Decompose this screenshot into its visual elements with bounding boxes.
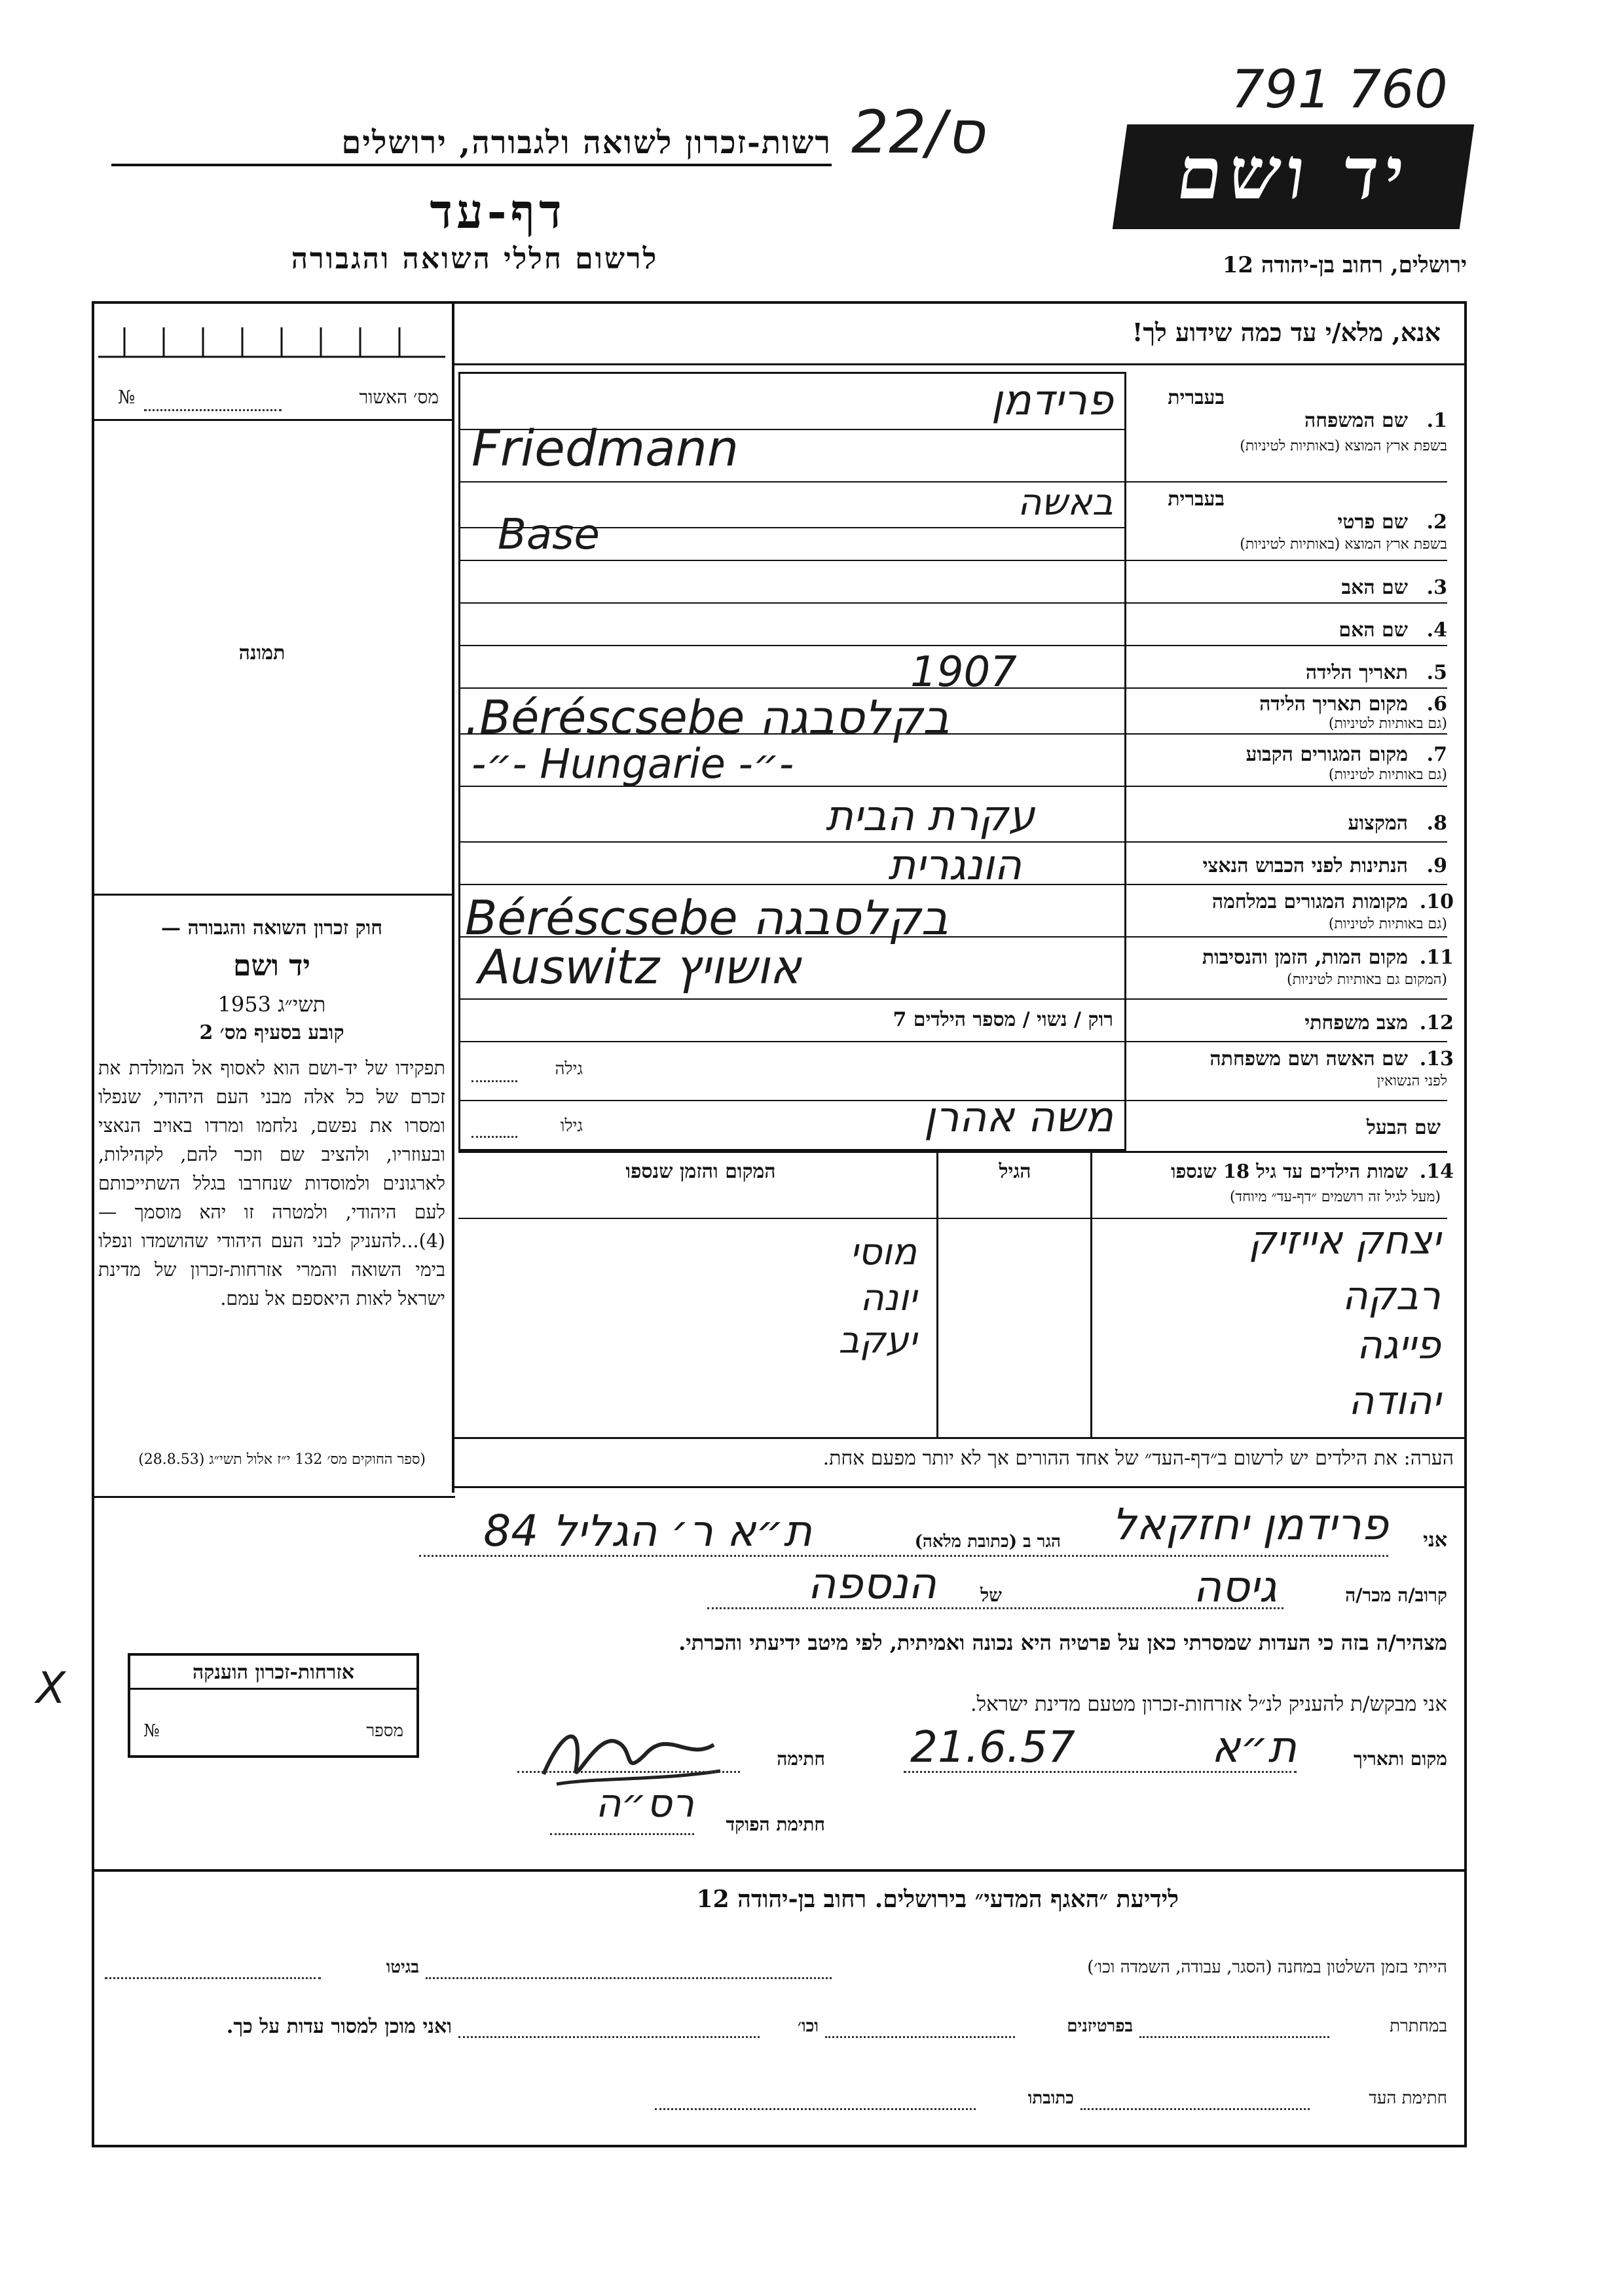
declarant-relation-label: קרוב/ה מכר/ה [1345,1584,1447,1606]
field-6-num: 6. [1426,693,1447,716]
official-line[interactable] [550,1833,694,1835]
field-1-sub: בשפת ארץ המוצא (באותיות לטיניות) [1240,438,1447,454]
field-5-num: 5. [1426,661,1447,684]
field-12-label: מצב משפחתי [1304,1011,1408,1034]
field-7-num: 7. [1426,743,1447,766]
child-place-1: מוסי [849,1231,917,1273]
field-10-sub: (גם באותיות לטיניות) [1328,916,1447,932]
field-1-hebrew-col: בעברית [1168,386,1225,409]
law-box-bottom-rule [92,1496,455,1498]
place-date-line[interactable] [904,1771,1297,1773]
row-rule [458,1041,1447,1042]
footer-line3-field[interactable] [1080,2108,1310,2110]
field-11-num: 11. [1419,946,1454,969]
law-year: תשי״ג 1953 [217,992,326,1017]
field-6-label: מקום תאריך הלידה [1259,693,1408,716]
children-col-age: הגיל [999,1160,1031,1183]
declaration-text: מצהיר/ה בזה כי העדות שמסרתי כאן על פרטיה היא נכונה ואמיתית, לפי מיטב ידיעתי והכרתי. [678,1630,1447,1655]
law-name: יד ושם [233,949,310,983]
citizenship-no-label: מספר [366,1721,403,1741]
field-4-num: 4. [1426,619,1447,642]
footer-line2-d: ואני מוכן למסור עדות על כך. [226,2015,452,2038]
child-place-2: יונה [860,1277,917,1319]
husband-value: משה אהרן [923,1093,1113,1142]
field-9-label: הנתינות לפני הכבוש הנאצי [1202,854,1408,877]
field-11-value: אושויץ Auswitz [478,939,802,994]
footer-line2-b: בפרטיזנים [1067,2016,1133,2036]
official-label: חתימת הפוקד [726,1813,825,1835]
field-11-sub: (המקום גם באותיות לטיניות) [1287,972,1447,988]
child-name-4: יהודה [1348,1378,1441,1424]
field-4-label: שם האם [1338,619,1408,642]
footer-line2-field3[interactable] [458,2036,760,2038]
logo-text: יד ושם [1172,131,1416,215]
husband-age-field[interactable] [471,1136,517,1138]
footer-line2-field2[interactable] [825,2036,1015,2038]
signature-label: חתימה [777,1748,825,1770]
children-col-rule [936,1151,938,1437]
field-13-sub: לפני הנשואין [1376,1073,1447,1089]
children-top-rule [458,1151,1447,1153]
field-2-hebrew-col: בעברית [1168,488,1225,511]
intro-text: אנא, מלא/י עד כמה שידוע לך! [1132,318,1441,347]
intro-rule [452,363,1467,365]
official-signature: רס״ה [595,1781,694,1827]
declarant-address-line[interactable] [419,1555,1388,1557]
children-bottom-rule [452,1437,1467,1439]
field-9-value: הונגרית [888,841,1022,890]
law-text: תפקידו של יד-ושם הוא לאסוף אל המולדת את זכרם של כל אלה מבני העם היהודי, שנפלו ומסרו את נפשם, נלחמו ומרדו באויב הנאצי ובעוזריו, ולהציב שם וזכר להם, לקהילות, לארגונים ולמוסדות שנחרבו בגלל השתייכותם לעם היהודי, ולמטרה זו יהא מוסמך — (4)...להעניק לבני העם היהודי שהושמדו ונפלו בימי השואה והמרי אזרחות-זכרון של מדינת ישראל לאות היאספם אל עמם. [98,1057,445,1309]
request-text: אני מבקש/ת להעניק לנ״ל אזרחות-זכרון מטעם מדינת ישראל. [970,1692,1447,1716]
field-13-num: 13. [1419,1048,1454,1070]
row-rule [458,560,1447,561]
registration-rule [92,419,452,421]
field-2-latin-value: Base [498,511,600,559]
field-12-num: 12. [1419,1011,1454,1034]
footer-line2-a: במחתרת [1390,2016,1447,2036]
footer-line2-c: וכו׳ [797,2016,819,2036]
place-date-label: מקום ותאריך [1353,1748,1447,1770]
field-6-sub: (גם באותיות לטיניות) [1328,716,1447,732]
child-name-2: רבקה [1342,1273,1441,1319]
yad-vashem-logo [1113,124,1474,229]
authority-title: רשות-זכרון לשואה ולגבורה, ירושלים [111,124,832,166]
field-2-sub: בשפת ארץ המוצא (באותיות לטיניות) [1240,536,1447,553]
footer-line3-a: חתימת העד [1369,2088,1447,2108]
field-11-label: מקום המות, הזמן והנסיבות [1202,946,1408,969]
remark: הערה: את הילדים יש לרשום ב״דף-העד״ של אחד ההורים אך לא יותר מפעם אחת. [822,1447,1454,1470]
law-clause: קובע בסעיף מס׳ 2 [199,1021,344,1044]
field-1-num: 1. [1426,409,1447,432]
declarant-relation-line[interactable] [707,1607,1283,1609]
law-title: חוק זכרון השואה והגבורה — [161,917,382,939]
handwritten-file-number: ס/22 [851,98,985,167]
children-col-place: המקום והזמן שנספו [625,1160,776,1183]
field-12-value: רוק / נשוי / מספר הילדים 7 [893,1008,1113,1031]
registration-field[interactable] [144,409,282,411]
declarant-place: ת״א [1211,1722,1297,1772]
declarant-name: פרידמן יחזקאל [1111,1499,1388,1550]
children-col-rule [1090,1151,1092,1437]
field-10-num: 10. [1419,890,1454,913]
field-13-label: שם האשה ושם משפחתה [1209,1048,1408,1070]
field-3-label: שם האב [1341,576,1408,599]
children-num: 14. [1419,1160,1454,1183]
handwritten-number: 791 760 [1231,59,1448,120]
child-name-3: פייגה [1356,1322,1441,1368]
declarant-relation: גיסה [1193,1561,1277,1612]
footer-title: לידיעת ״האגף המדעי״ בירושלים. רחוב בן-יהודה 12 [696,1886,1179,1913]
child-name-1: יצחק אייזיק [1248,1218,1441,1264]
citizenship-box [128,1653,419,1758]
remark-rule [452,1486,1467,1488]
declarant-of-value: הנספה [807,1558,936,1609]
photo-label: תמונה [238,642,286,665]
registration-label: מס׳ האשור [359,386,439,408]
field-7-value: -״- Hungarie -״- [471,740,794,788]
field-2-num: 2. [1426,511,1447,534]
footer-line3-field2[interactable] [655,2108,976,2110]
field-2-hebrew-value: באשה [1017,481,1113,524]
left-column-divider [452,301,454,1493]
field-3-num: 3. [1426,576,1447,599]
declarant-of-label: של [980,1584,1002,1606]
field-7-label: מקום המגורים הקבוע [1246,743,1408,766]
form-subtitle: לרשום חללי השואה והגבורה [291,242,659,276]
footer-divider [92,1869,1467,1872]
husband-label: שם הבעל [1366,1116,1441,1139]
husband-age-label: גילו [560,1116,583,1136]
wife-age-label: גילה [555,1059,583,1079]
field-10-label: מקומות המגורים במלחמה [1211,890,1408,913]
footer-line1-a: הייתי בזמן השלטון במחנה (הסגר, עבודה, השמדה וכו׳) [1087,1958,1447,1977]
footer-line2-field[interactable] [1139,2036,1329,2038]
field-7-sub: (גם באותיות לטיניות) [1328,767,1447,783]
field-6-value: בקלסבגה Béréscsebe. [465,691,950,744]
margin-mark: X [36,1663,66,1713]
row-rule [458,998,1447,1000]
field-1-label: שם המשפחה [1304,409,1408,432]
photo-bottom-rule [92,894,452,896]
footer-line1-field[interactable] [426,1977,832,1979]
footer-line1-field2[interactable] [105,1977,321,1979]
field-5-label: תאריך הלידה [1305,661,1408,684]
law-source: (ספר החוקים מס׳ 132 י״ז אלול תשי״ג (28.8.53) [138,1451,426,1468]
field-8-num: 8. [1426,812,1447,835]
row-rule [458,645,1447,646]
citizenship-no-mark: № [143,1721,160,1741]
field-8-label: המקצוע [1348,812,1408,835]
registration-ticks [98,321,445,360]
declarant-resident-label: הגר ב (כתובת מלאה) [914,1532,1061,1552]
children-title: שמות הילדים עד גיל 18 שנספו [1171,1160,1408,1182]
children-note: (מעל לגיל זה רושמים ״דף-עד״ מיוחד) [1229,1189,1441,1205]
wife-age-field[interactable] [471,1080,517,1082]
row-rule [458,602,1447,604]
footer-line1-b: בגיטו [386,1958,419,1977]
signature-line[interactable] [517,1771,740,1773]
field-10-value: בקלסבגה Béréscsebe [465,890,949,945]
declarant-address: ת״א ר׳ הגליל 84 [483,1506,812,1556]
address-line: ירושלים, רחוב בן-יהודה 12 [1222,252,1467,278]
declarant-i-label: אני [1423,1529,1447,1552]
footer-line3-b: כתובתו [1027,2088,1074,2108]
child-place-3: יעקב [838,1319,917,1362]
declarant-date: 21.6.57 [910,1722,1075,1772]
citizenship-title: אזרחות-זכרון הוענקה [130,1661,416,1690]
field-2-label: שם פרטי [1337,511,1408,534]
form-title: דף-עד [430,183,566,239]
field-8-value: עקרת הבית [825,792,1035,841]
field-1-hebrew-value: פרידמן [991,376,1113,425]
field-9-num: 9. [1426,854,1447,877]
field-1-latin-value: Friedmann [471,419,739,477]
field-5-value: 1907 [910,648,1017,697]
registration-no-mark: № [118,386,136,408]
